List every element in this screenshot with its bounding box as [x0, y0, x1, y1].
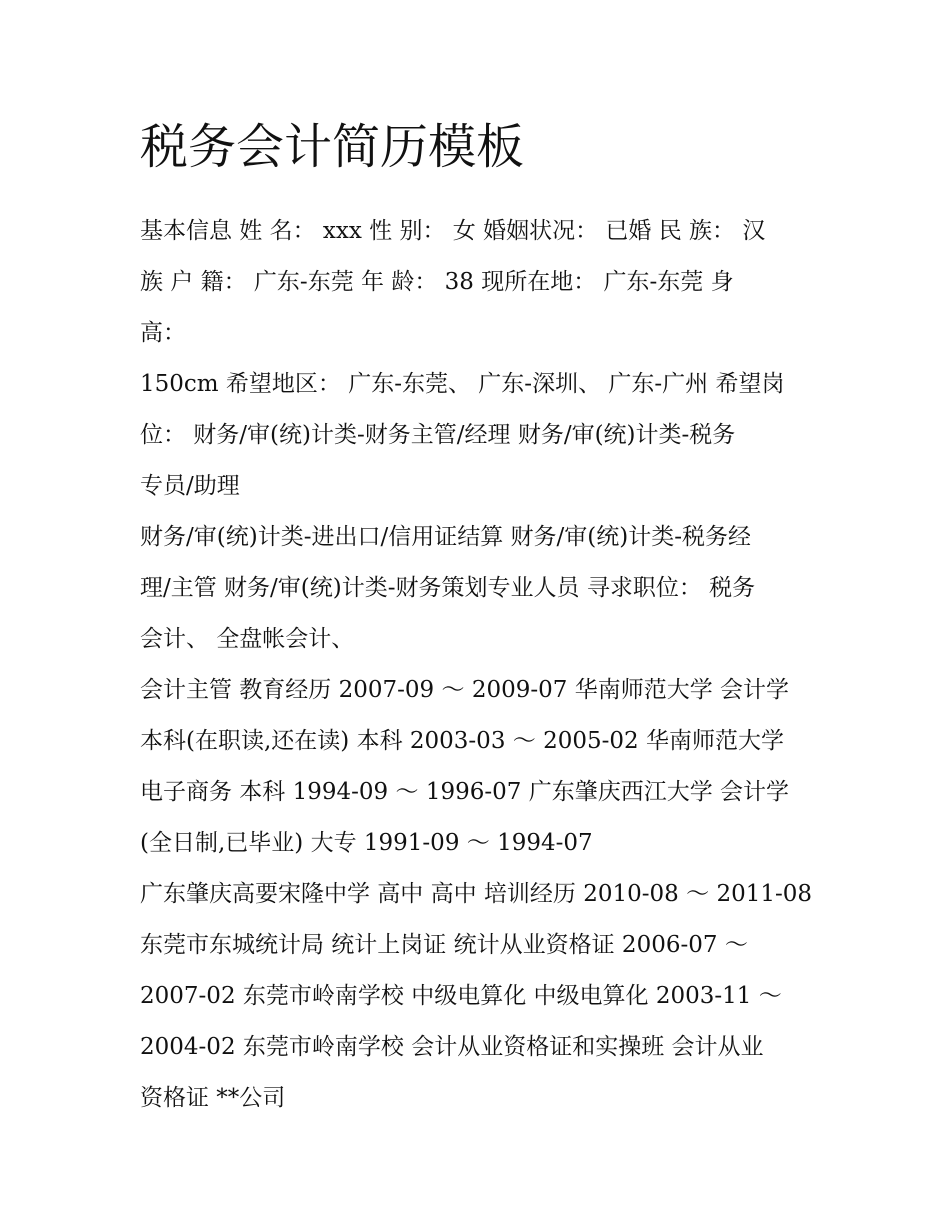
- document-title: 税务会计简历模板: [140, 119, 525, 175]
- text-line: 专员/助理: [140, 473, 240, 499]
- resume-text: [140, 206, 816, 1124]
- text-line: 本科(在职读,还在读) 本科 2003-03 ～ 2005-02 华南师范大学: [140, 728, 784, 754]
- text-line: 族 户 籍： 广东-东莞 年 龄： 38 现所在地： 广东-东莞 身: [140, 269, 734, 295]
- document-body: [140, 112, 816, 1124]
- text-line: 会计、 全盘帐会计、: [140, 626, 355, 652]
- text-line: 广东肇庆高要宋隆中学 高中 高中 培训经历 2010-08 ～ 2011-08: [140, 881, 813, 907]
- text-line: 财务/审(统)计类-进出口/信用证结算 财务/审(统)计类-税务经: [140, 524, 751, 550]
- text-line: 高：: [140, 320, 186, 346]
- text-line: 2004-02 东莞市岭南学校 会计从业资格证和实操班 会计从业: [140, 1034, 764, 1060]
- text-line: 基本信息 姓 名： xxx 性 别： 女 婚姻状况： 已婚 民 族： 汉: [140, 218, 766, 244]
- text-line: 会计主管 教育经历 2007-09 ～ 2009-07 华南师范大学 会计学: [140, 677, 790, 703]
- text-line: (全日制,已毕业) 大专 1991-09 ～ 1994-07: [140, 830, 593, 856]
- text-line: 150cm 希望地区： 广东-东莞、 广东-深圳、 广东-广州 希望岗: [140, 371, 785, 397]
- text-line: 位： 财务/审(统)计类-财务主管/经理 财务/审(统)计类-税务: [140, 422, 736, 448]
- text-line: 电子商务 本科 1994-09 ～ 1996-07 广东肇庆西江大学 会计学: [140, 779, 790, 805]
- text-line: 东莞市东城统计局 统计上岗证 统计从业资格证 2006-07 ～: [140, 932, 748, 958]
- text-line: 资格证 **公司: [140, 1085, 286, 1111]
- text-line: 理/主管 财务/审(统)计类-财务策划专业人员 寻求职位： 税务: [140, 575, 756, 601]
- text-line: 2007-02 东莞市岭南学校 中级电算化 中级电算化 2003-11 ～: [140, 983, 782, 1009]
